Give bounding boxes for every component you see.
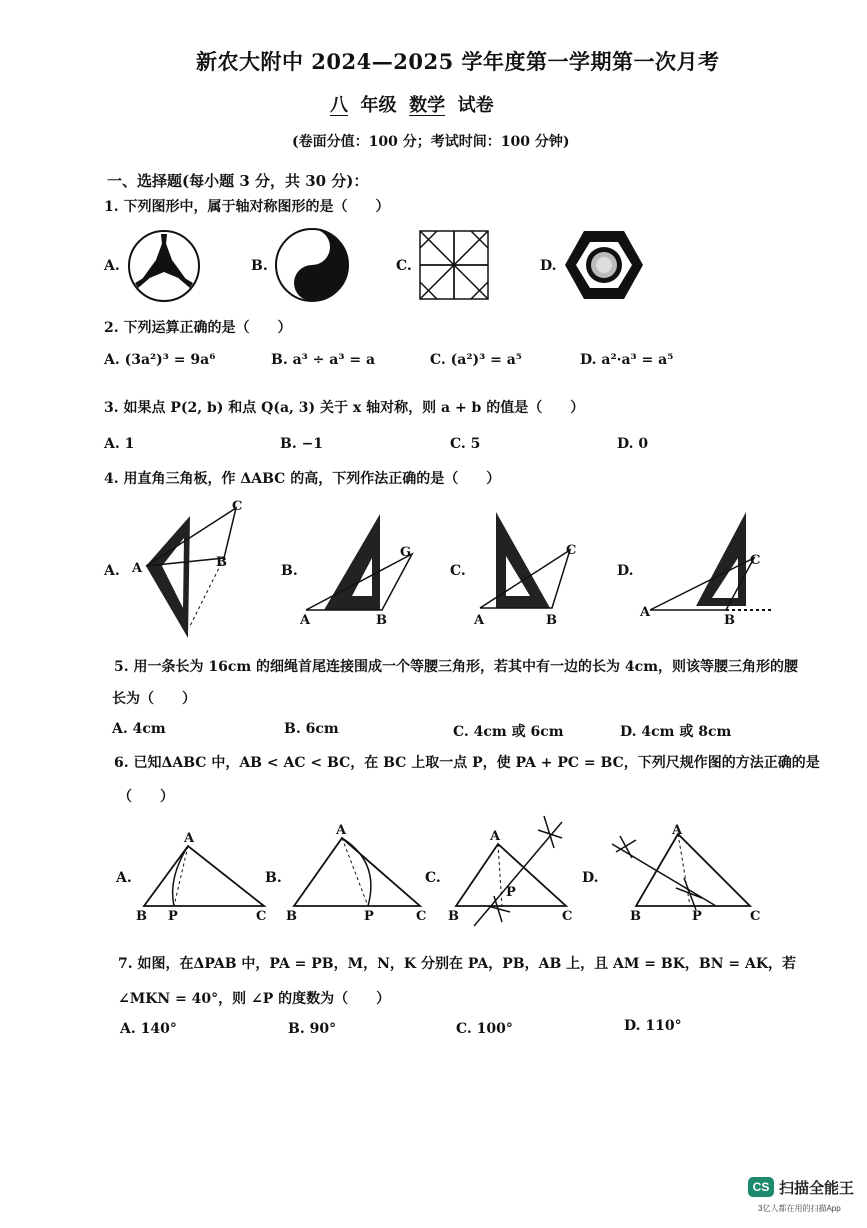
q4-option-d: D. (617, 563, 634, 579)
scanner-app-name: 扫描全能王 (779, 1180, 855, 1197)
q7-option-b: B. 90° (288, 1021, 337, 1037)
q1-fig-a-propeller (126, 228, 202, 304)
q4-fig-b (296, 506, 431, 636)
q1-option-a: A. (104, 258, 120, 274)
q6d-label-a: A (672, 823, 683, 838)
q4b-label-b: B (376, 613, 387, 628)
q1-fig-c-pinwheel (417, 228, 491, 302)
q2-option-d: D. a²·a³ = a⁵ (580, 352, 674, 368)
question-7-stem-line2: ∠MKN = 40°，则 ∠P 的度数为（ ） (118, 991, 391, 1007)
q4-option-c: C. (450, 563, 466, 579)
exam-info: (卷面分值：100 分；考试时间：100 分钟) (292, 134, 570, 150)
q6c-label-a: A (490, 829, 501, 844)
q6-option-c: C. (425, 870, 441, 886)
q6-fig-d (606, 822, 766, 926)
q4-option-a: A. (104, 563, 120, 579)
q1-fig-d-hexagon (563, 228, 645, 302)
question-7-stem-line1: 7. 如图，在ΔPAB 中，PA = PB，M，N，K 分别在 PA，PB，AB 上，且 AM = BK，BN = AK，若 (118, 956, 797, 972)
q3-option-b: B. −1 (280, 436, 324, 452)
q7-option-d: D. 110° (624, 1018, 682, 1034)
q6d-label-c: C (750, 909, 761, 924)
q6b-label-p: P (364, 909, 374, 924)
q5-option-d: D. 4cm 或 8cm (620, 724, 732, 740)
grade-suffix: 年级 (360, 95, 397, 116)
q6a-label-p: P (168, 909, 178, 924)
q4-fig-c (470, 506, 600, 636)
q3-option-d: D. 0 (617, 436, 649, 452)
q5-option-c: C. 4cm 或 6cm (453, 724, 564, 740)
q4c-label-a: A (474, 613, 485, 628)
q7-option-a: A. 140° (120, 1021, 177, 1037)
q6a-label-a: A (184, 831, 195, 846)
q1-option-b: B. (251, 258, 268, 274)
q4-fig-d (636, 506, 776, 636)
q6c-label-c: C (562, 909, 573, 924)
q7-option-c: C. 100° (456, 1021, 513, 1037)
q4b-label-a: A (300, 613, 311, 628)
paper-label: 试卷 (457, 95, 494, 116)
q6b-label-c: C (416, 909, 427, 924)
q4c-label-b: B (546, 613, 557, 628)
exam-subtitle (330, 91, 494, 117)
q1-option-c: C. (396, 258, 412, 274)
q4a-label-a: A (132, 561, 143, 576)
q5-option-a: A. 4cm (112, 721, 166, 737)
q6-fig-a (134, 826, 274, 926)
question-5-stem-line2: 长为（ ） (112, 691, 196, 707)
question-6-stem-line2: （ ） (118, 789, 174, 805)
q6-fig-b (284, 822, 434, 926)
q1-option-d: D. (540, 258, 557, 274)
q6-option-a: A. (116, 870, 132, 886)
q6a-label-c: C (256, 909, 267, 924)
grade-value: 八 (330, 95, 348, 116)
q6c-label-b: B (448, 909, 459, 924)
q6b-label-b: B (286, 909, 297, 924)
exam-title: 新农大附中 2024—2025 学年度第一学期第一次月考 (196, 49, 720, 74)
subject-value: 数学 (409, 95, 446, 116)
q4d-label-c: C (750, 553, 761, 568)
q3-option-c: C. 5 (450, 436, 481, 452)
q2-option-a: A. (3a²)³ = 9a⁶ (104, 352, 216, 368)
question-2-stem: 2. 下列运算正确的是（ ） (104, 320, 292, 336)
q2-option-b: B. a³ ÷ a³ = a (271, 352, 376, 368)
q5-option-b: B. 6cm (284, 721, 339, 737)
section-title: 一、选择题(每小题 3 分，共 30 分)： (107, 172, 369, 190)
q4a-label-b: B (216, 555, 227, 570)
q4d-label-b: B (724, 613, 735, 628)
q6a-label-b: B (136, 909, 147, 924)
question-3-stem: 3. 如果点 P(2, b) 和点 Q(a, 3) 关于 x 轴对称，则 a + b 的值是（ ） (104, 400, 585, 416)
q1-fig-b-yinyang (272, 225, 352, 305)
scanner-logo: CS (748, 1177, 774, 1197)
q3-option-a: A. 1 (104, 436, 135, 452)
q4-option-b: B. (281, 563, 298, 579)
q4b-label-g: G (400, 545, 412, 560)
question-4-stem: 4. 用直角三角板，作 ΔABC 的高，下列作法正确的是（ ） (104, 471, 501, 487)
q6-fig-c (444, 808, 584, 928)
q6-option-b: B. (265, 870, 282, 886)
q4c-label-c: C (566, 543, 577, 558)
q6c-label-p: P (506, 885, 516, 900)
scanner-tagline: 3亿人都在用的扫描App (758, 1204, 841, 1213)
question-5-stem-line1: 5. 用一条长为 16cm 的细绳首尾连接围成一个等腰三角形，若其中有一边的长为 4cm，则该等腰三角形的腰 (114, 659, 799, 675)
q2-option-c: C. (a²)³ = a⁵ (430, 352, 522, 368)
question-1-stem: 1. 下列图形中，属于轴对称图形的是（ ） (104, 199, 390, 215)
q6d-label-b: B (630, 909, 641, 924)
q4-fig-a (126, 496, 256, 646)
q4d-label-a: A (640, 605, 651, 620)
q6d-label-p: P (692, 909, 702, 924)
question-6-stem-line1: 6. 已知ΔABC 中，AB < AC < BC，在 BC 上取一点 P，使 PA + PC = BC，下列尺规作图的方法正确的是 (114, 755, 820, 771)
q6-option-d: D. (582, 870, 599, 886)
q4a-label-c: C (232, 499, 243, 514)
q6b-label-a: A (336, 823, 347, 838)
